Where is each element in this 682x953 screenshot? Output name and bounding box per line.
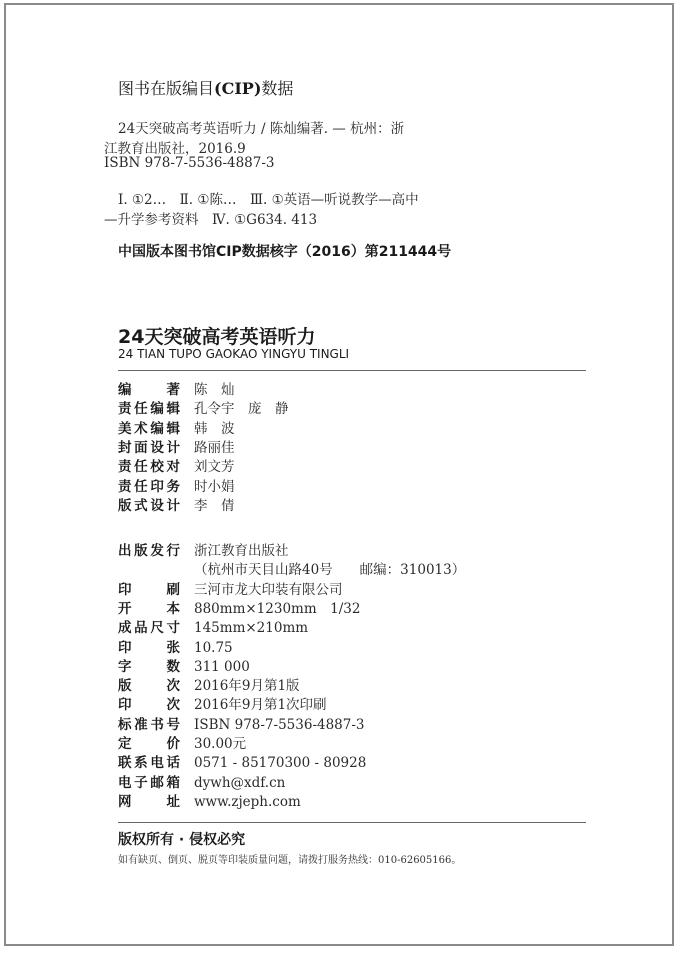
publication-row [118,751,366,770]
top-divider [118,370,586,371]
publication-row [118,558,465,577]
publication-row [118,771,285,790]
field-value: www.zjeph.com [194,793,301,810]
credits-row [118,475,235,494]
cip-line-5: —升学参考资料 Ⅳ. ①G634. 413 [104,212,318,228]
book-subtitle: 24 TIAN TUPO GAOKAO YINGYU TINGLI [118,347,350,361]
field-label: 美 术 编 辑 [118,420,180,437]
field-label: 印 刷 [118,581,180,598]
publication-row [118,693,327,712]
field-value: 韩 波 [194,420,235,437]
credits-row [118,378,235,397]
field-value: 311 000 [194,658,250,675]
field-label: 标 准 书 号 [118,716,180,733]
cip-line-3: ISBN 978-7-5536-4887-3 [104,155,275,171]
credits-row [118,436,235,455]
field-label: 责 任 编 辑 [118,401,180,418]
field-value: 三河市龙大印装有限公司 [194,581,343,598]
field-label: 印 张 [118,639,180,656]
publication-row [118,636,233,655]
field-value: 2016年9月第1版 [194,678,300,695]
field-value: 浙江教育出版社 [194,543,289,559]
field-value: 880mm×1230mm 1/32 [194,600,361,617]
publication-row [118,655,250,674]
field-value: 孔令宇 庞 静 [194,401,289,418]
publication-row [118,790,301,809]
field-label: 编 著 [118,382,180,398]
book-title: 24天突破高考英语听力 [118,326,316,348]
publication-row [118,674,300,693]
publication-row [118,713,365,732]
credits-row [118,397,289,416]
credits-row [118,455,235,474]
cip-heading: 图书在版编目(CIP)数据 [118,79,294,98]
credits-row [118,494,235,513]
field-label: 开 本 [118,600,180,617]
cip-verification-number: 中国版本图书馆CIP数据核字（2016）第211444号 [118,244,452,260]
field-value: 2016年9月第1次印刷 [194,697,327,714]
field-value: 刘文芳 [194,459,235,476]
field-label: 字 数 [118,658,180,675]
field-label: 封 面 设 计 [118,439,180,456]
publication-row [118,597,360,616]
field-value: 路丽佳 [194,439,235,456]
bottom-divider [118,822,586,823]
field-label: 出 版 发 行 [118,543,180,559]
field-label: 印 次 [118,697,180,714]
cip-line-1: 24天突破高考英语听力 / 陈灿编著. — 杭州：浙 [118,121,405,137]
field-label: 电 子 邮 箱 [118,774,180,791]
field-value: 30.00元 [194,736,247,752]
field-label: 责 任 校 对 [118,459,180,476]
field-value: 时小娟 [194,478,235,495]
credits-row [118,417,235,436]
cip-line-2: 江教育出版社，2016.9 [104,141,246,157]
quality-hotline-notice: 如有缺页、倒页、脱页等印装质量问题，请拨打服务热线：010-62605166。 [118,855,462,866]
field-label: 成 品 尺 寸 [118,620,180,637]
field-label: 责 任 印 务 [118,478,180,495]
field-label: 版 式 设 计 [118,497,180,514]
field-value: ISBN 978-7-5536-4887-3 [194,716,365,733]
cip-line-4: Ⅰ. ①2… Ⅱ. ①陈… Ⅲ. ①英语—听说教学—高中 [118,192,419,208]
field-label: 定 价 [118,736,180,752]
field-value: 145mm×210mm [194,620,309,637]
field-value: （杭州市天目山路40号 邮编：310013） [194,562,466,579]
publication-row [118,539,289,558]
publication-row [118,616,308,635]
field-label: 联 系 电 话 [118,755,180,772]
publication-row [118,578,343,597]
field-value: 0571 - 85170300 - 80928 [194,755,367,772]
field-label: 版 次 [118,678,180,695]
field-value: dywh@xdf.cn [194,774,286,791]
field-value: 陈 灿 [194,382,235,398]
field-value: 李 倩 [194,497,235,514]
field-label: 网 址 [118,793,180,810]
field-value: 10.75 [194,639,233,656]
publication-row [118,732,246,751]
copyright-notice: 版权所有 · 侵权必究 [118,832,246,848]
